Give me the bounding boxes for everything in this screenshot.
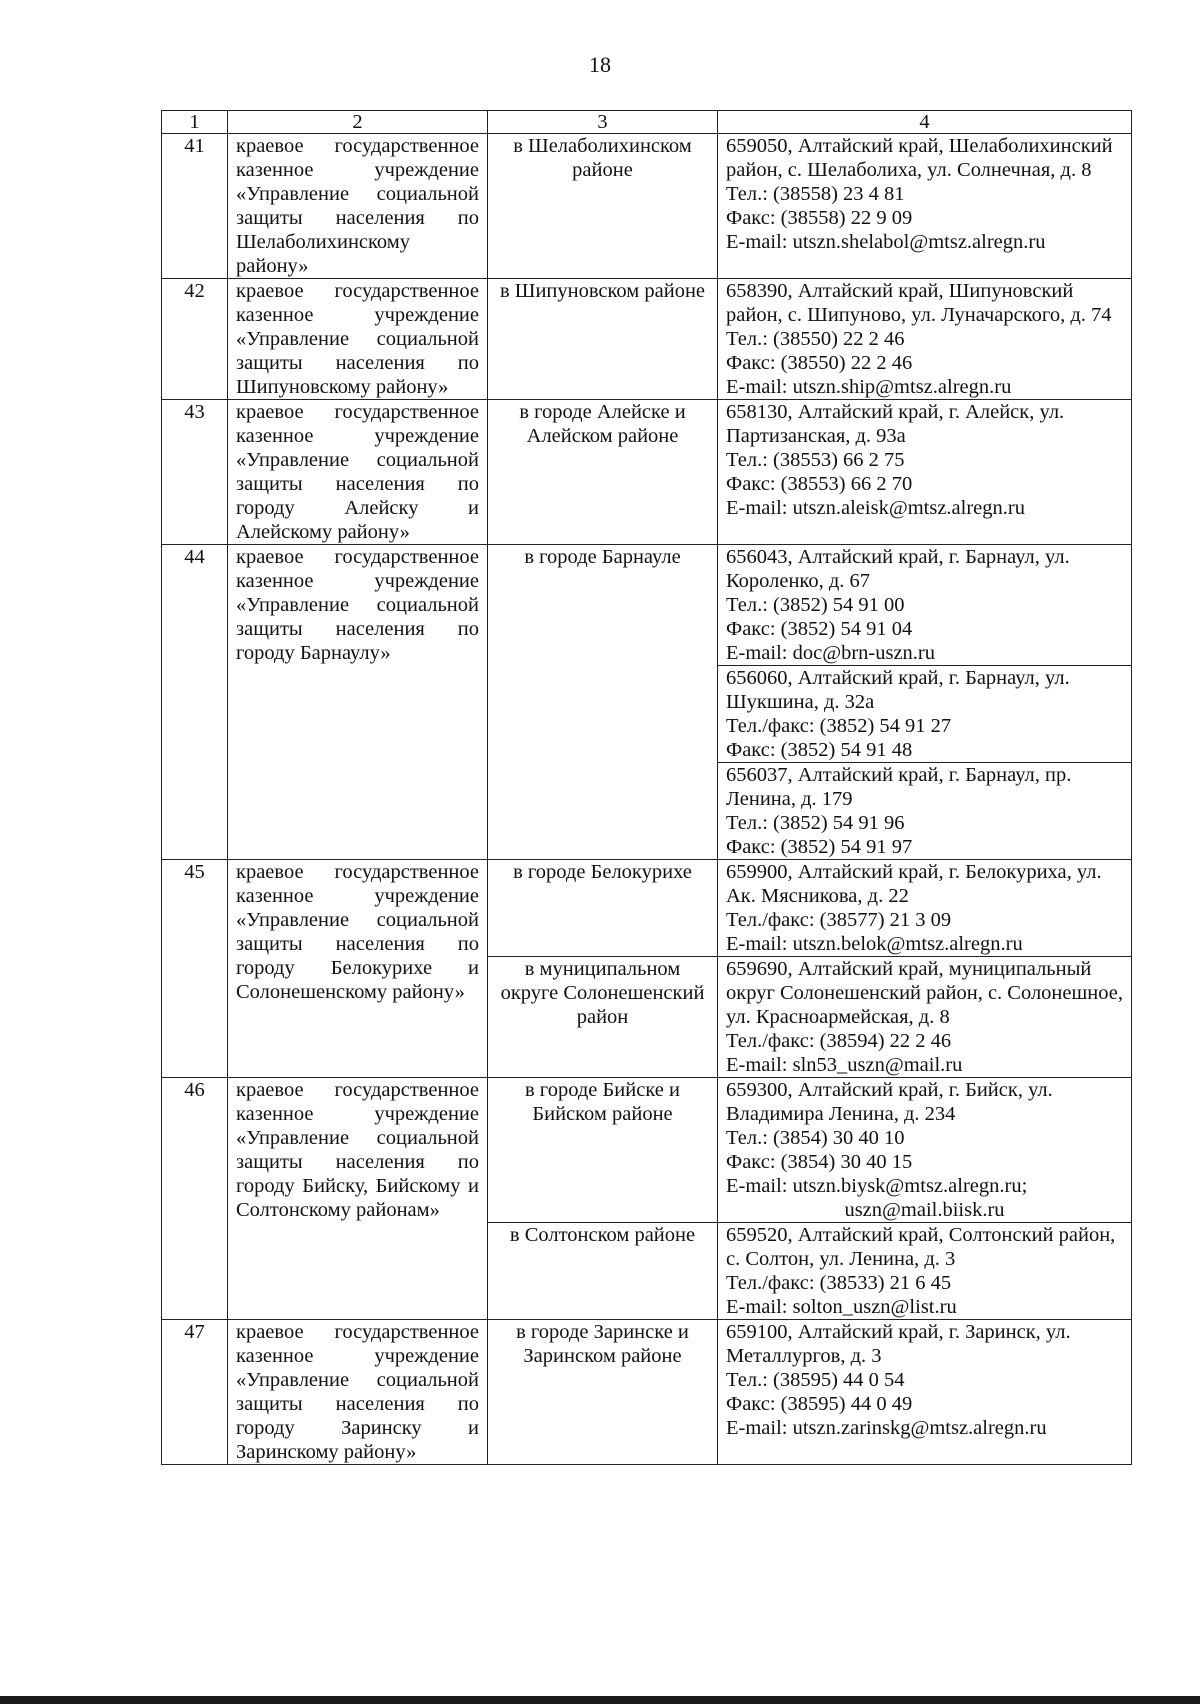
phone-line: Тел.: (38558) 23 4 81 (726, 183, 905, 205)
address-line: 659300, Алтайский край, г. Бийск, ул. Владимира Ленина, д. 234 (726, 1079, 1053, 1125)
office-contacts (718, 1320, 1132, 1465)
office-location: в Шипуновском районе (488, 279, 718, 400)
address-line: 658390, Алтайский край, Шипуновский район, с. Шипуново, ул. Луначарского, д. 74 (726, 280, 1112, 326)
phone-line: Тел./факс: (38577) 21 3 09 (726, 909, 952, 931)
office-contacts (718, 545, 1132, 666)
phone-line: Факс: (3852) 54 91 97 (726, 836, 913, 858)
phone-line: Факс: (38553) 66 2 70 (726, 473, 913, 495)
institution-name: краевое государственное казенное учреждение «Управление социальной защиты населения по Шипуновскому району» (228, 279, 488, 400)
table-header-row (162, 111, 1132, 134)
table-row (162, 1320, 1132, 1465)
office-contacts (718, 763, 1132, 860)
office-location: в городе Бийске и Бийском районе (488, 1078, 718, 1223)
phone-line: Тел.: (38550) 22 2 46 (726, 328, 905, 350)
phone-line: Тел.: (38595) 44 0 54 (726, 1369, 905, 1391)
office-contacts (718, 279, 1132, 400)
table-row (162, 860, 1132, 957)
institution-name: краевое государственное казенное учреждение «Управление социальной защиты населения по городу Алейску и Алейскому району» (228, 400, 488, 545)
table-row (162, 400, 1132, 545)
column-header-2: 2 (228, 111, 488, 134)
office-location: в муниципальном округе Солонешенский район (488, 957, 718, 1078)
column-header-1: 1 (162, 111, 228, 134)
office-contacts (718, 1223, 1132, 1320)
institution-name: краевое государственное казенное учреждение «Управление социальной защиты населения по Шелаболихинскому району» (228, 134, 488, 279)
phone-line: Факс: (3852) 54 91 48 (726, 739, 913, 761)
phone-line: Факс: (38558) 22 9 09 (726, 207, 913, 229)
email-line: E-mail: utszn.shelabol@mtsz.alregn.ru (726, 231, 1046, 253)
institution-name: краевое государственное казенное учреждение «Управление социальной защиты населения по городу Белокурихе и Солонешенскому району» (228, 860, 488, 1078)
row-number: 46 (162, 1078, 228, 1320)
phone-line: Тел.: (3854) 30 40 10 (726, 1127, 905, 1149)
row-number: 43 (162, 400, 228, 545)
phone-line: Тел.: (3852) 54 91 96 (726, 812, 905, 834)
office-location: в городе Алейске и Алейском районе (488, 400, 718, 545)
office-location: в городе Барнауле (488, 545, 718, 860)
column-header-3: 3 (488, 111, 718, 134)
phone-line: Тел./факс: (38594) 22 2 46 (726, 1030, 952, 1052)
row-number: 41 (162, 134, 228, 279)
office-location: в городе Белокурихе (488, 860, 718, 957)
page-bottom-edge (0, 1696, 1200, 1704)
address-line: 659520, Алтайский край, Солтонский район, с. Солтон, ул. Ленина, д. 3 (726, 1224, 1116, 1270)
institution-name: краевое государственное казенное учреждение «Управление социальной защиты населения по городу Барнаулу» (228, 545, 488, 860)
email-line: E-mail: utszn.zarinskg@mtsz.alregn.ru (726, 1417, 1047, 1439)
office-contacts (718, 1078, 1132, 1223)
address-line: 659050, Алтайский край, Шелаболихинский район, с. Шелаболиха, ул. Солнечная, д. 8 (726, 135, 1113, 181)
email-line: E-mail: sln53_uszn@mail.ru (726, 1054, 963, 1076)
address-line: 656060, Алтайский край, г. Барнаул, ул. Шукшина, д. 32а (726, 667, 1070, 713)
row-number: 47 (162, 1320, 228, 1465)
row-number: 44 (162, 545, 228, 860)
office-contacts (718, 400, 1132, 545)
phone-line: Тел.: (3852) 54 91 00 (726, 594, 905, 616)
table-row (162, 1078, 1132, 1223)
phone-line: Факс: (38595) 44 0 49 (726, 1393, 913, 1415)
table-body (162, 134, 1132, 1465)
table-row (162, 134, 1132, 279)
address-line: 656037, Алтайский край, г. Барнаул, пр. Ленина, д. 179 (726, 764, 1072, 810)
address-line: 658130, Алтайский край, г. Алейск, ул. Партизанская, д. 93а (726, 401, 1065, 447)
column-header-4: 4 (718, 111, 1132, 134)
office-location: в городе Заринске и Заринском районе (488, 1320, 718, 1465)
address-line: 656043, Алтайский край, г. Барнаул, ул. Короленко, д. 67 (726, 546, 1070, 592)
address-line: 659900, Алтайский край, г. Белокуриха, ул. Ак. Мясникова, д. 22 (726, 861, 1102, 907)
office-contacts (718, 134, 1132, 279)
phone-line: Факс: (38550) 22 2 46 (726, 352, 913, 374)
phone-line: Тел./факс: (38533) 21 6 45 (726, 1272, 952, 1294)
office-location: в Шелаболихинском районе (488, 134, 718, 279)
row-number: 42 (162, 279, 228, 400)
email-line: E-mail: utszn.belok@mtsz.alregn.ru (726, 933, 1023, 955)
table-row (162, 279, 1132, 400)
institution-name: краевое государственное казенное учреждение «Управление социальной защиты населения по городу Заринску и Заринскому району» (228, 1320, 488, 1465)
office-contacts (718, 957, 1132, 1078)
address-line: 659690, Алтайский край, муниципальный округ Солонешенский район, с. Солонешное, ул. Красноармейская, д. 8 (726, 958, 1123, 1028)
email-line: E-mail: utszn.biysk@mtsz.alregn.ru; (726, 1175, 1028, 1197)
page-number: 18 (589, 52, 611, 77)
phone-line: Тел.: (38553) 66 2 75 (726, 449, 905, 471)
row-number: 45 (162, 860, 228, 1078)
institutions-table (161, 110, 1132, 1465)
address-line: 659100, Алтайский край, г. Заринск, ул. Металлургов, д. 3 (726, 1321, 1071, 1367)
phone-line: Факс: (3854) 30 40 15 (726, 1151, 913, 1173)
address-line: uszn@mail.biisk.ru (844, 1199, 1005, 1221)
table-row (162, 545, 1132, 666)
email-line: E-mail: utszn.aleisk@mtsz.alregn.ru (726, 497, 1025, 519)
office-contacts (718, 666, 1132, 763)
phone-line: Факс: (3852) 54 91 04 (726, 618, 913, 640)
email-line: E-mail: utszn.ship@mtsz.alregn.ru (726, 376, 1012, 398)
email-line: E-mail: solton_uszn@list.ru (726, 1296, 957, 1318)
office-location: в Солтонском районе (488, 1223, 718, 1320)
email-line: E-mail: doc@brn-uszn.ru (726, 642, 936, 664)
office-contacts (718, 860, 1132, 957)
phone-line: Тел./факс: (3852) 54 91 27 (726, 715, 952, 737)
institution-name: краевое государственное казенное учреждение «Управление социальной защиты населения по городу Бийску, Бийскому и Солтонскому районам» (228, 1078, 488, 1320)
